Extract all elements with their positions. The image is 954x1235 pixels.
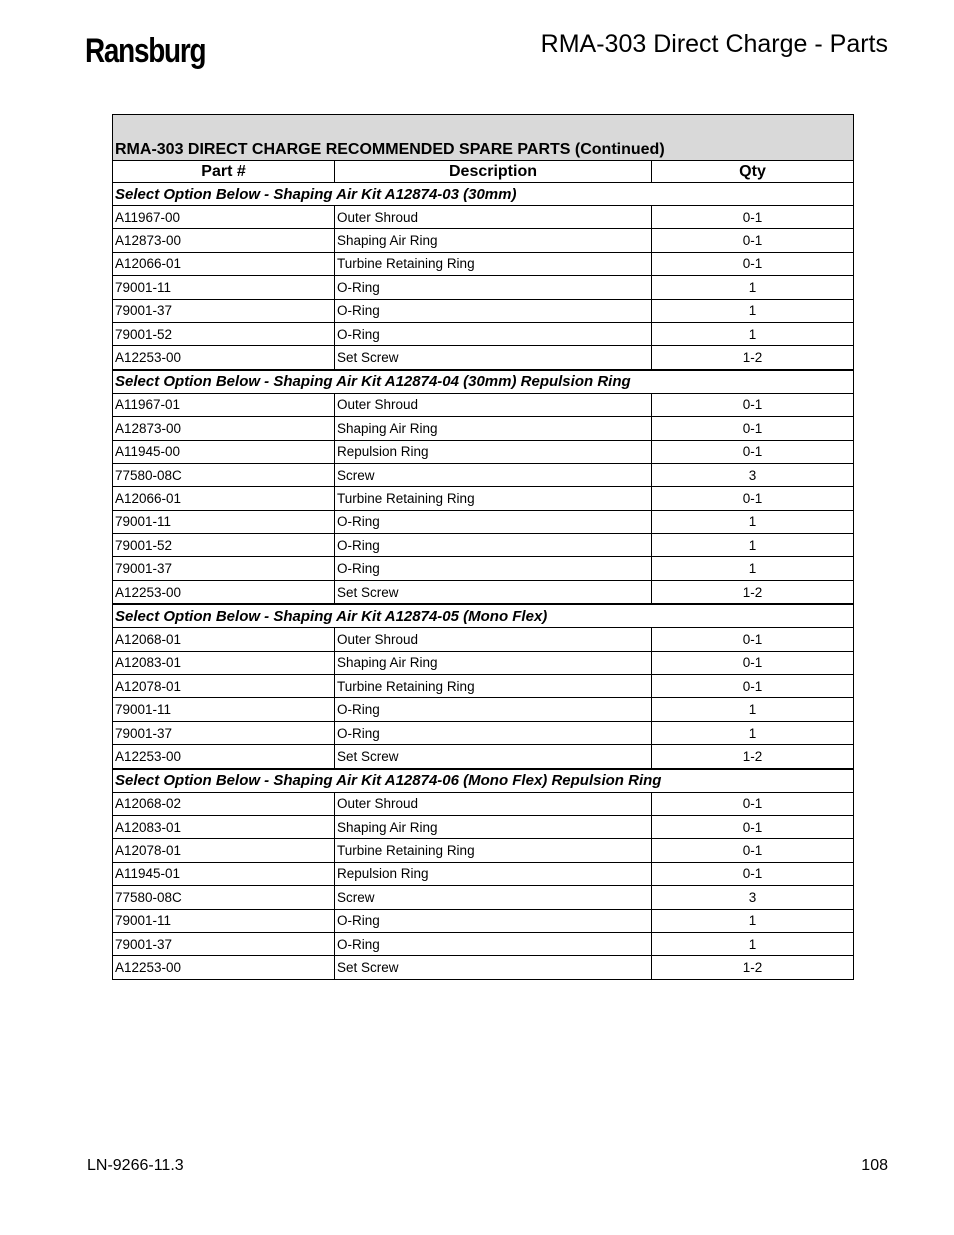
table-row [113, 698, 854, 721]
table-row [113, 580, 854, 604]
part-number-cell: A12083-01 [113, 815, 335, 838]
section-header-row [113, 183, 854, 206]
table-row [113, 299, 854, 322]
description-cell: O-Ring [335, 534, 652, 557]
section-header-row [113, 370, 854, 394]
description-cell: O-Ring [335, 276, 652, 299]
table-row [113, 393, 854, 416]
table-row [113, 463, 854, 486]
description-cell: O-Ring [335, 721, 652, 744]
part-number-cell: A12066-01 [113, 487, 335, 510]
description-cell: Repulsion Ring [335, 440, 652, 463]
description-cell: Shaping Air Ring [335, 651, 652, 674]
part-number-cell: A12068-02 [113, 792, 335, 815]
qty-cell: 1 [652, 721, 854, 744]
table-row [113, 932, 854, 955]
description-cell: O-Ring [335, 698, 652, 721]
part-number-cell: A12873-00 [113, 229, 335, 252]
qty-cell: 1-2 [652, 580, 854, 604]
table-row [113, 276, 854, 299]
qty-cell: 1 [652, 276, 854, 299]
qty-cell: 1 [652, 698, 854, 721]
qty-cell: 0-1 [652, 487, 854, 510]
part-number-cell: 79001-37 [113, 299, 335, 322]
column-header-description: Description [335, 161, 652, 183]
description-cell: O-Ring [335, 299, 652, 322]
table-row [113, 815, 854, 838]
section-title: Select Option Below - Shaping Air Kit A12874-04 (30mm) Repulsion Ring [113, 370, 854, 394]
part-number-cell: 79001-37 [113, 932, 335, 955]
description-cell: O-Ring [335, 557, 652, 580]
table-row [113, 510, 854, 533]
qty-cell: 0-1 [652, 206, 854, 229]
qty-cell: 1 [652, 909, 854, 932]
qty-cell: 1-2 [652, 346, 854, 370]
qty-cell: 1-2 [652, 745, 854, 769]
part-number-cell: A12066-01 [113, 252, 335, 275]
part-number-cell: 77580-08C [113, 886, 335, 909]
table-row [113, 534, 854, 557]
table-row [113, 487, 854, 510]
part-number-cell: A11945-00 [113, 440, 335, 463]
description-cell: Shaping Air Ring [335, 229, 652, 252]
spare-parts-table [112, 114, 854, 980]
qty-cell: 1 [652, 534, 854, 557]
column-header-row [113, 161, 854, 183]
description-cell: Screw [335, 463, 652, 486]
part-number-cell: A12078-01 [113, 839, 335, 862]
table-row [113, 322, 854, 345]
table-row [113, 956, 854, 979]
description-cell: Turbine Retaining Ring [335, 487, 652, 510]
column-header-qty: Qty [652, 161, 854, 183]
description-cell: Outer Shroud [335, 393, 652, 416]
page-number: 108 [861, 1157, 888, 1174]
qty-cell: 1 [652, 932, 854, 955]
qty-cell: 0-1 [652, 815, 854, 838]
description-cell: Turbine Retaining Ring [335, 675, 652, 698]
description-cell: Outer Shroud [335, 628, 652, 651]
description-cell: Set Screw [335, 346, 652, 370]
section-title: Select Option Below - Shaping Air Kit A12874-03 (30mm) [113, 183, 854, 206]
part-number-cell: A12083-01 [113, 651, 335, 674]
qty-cell: 0-1 [652, 628, 854, 651]
description-cell: Shaping Air Ring [335, 417, 652, 440]
part-number-cell: 79001-11 [113, 698, 335, 721]
part-number-cell: 79001-37 [113, 721, 335, 744]
description-cell: O-Ring [335, 510, 652, 533]
table-row [113, 721, 854, 744]
table-row [113, 909, 854, 932]
qty-cell: 0-1 [652, 229, 854, 252]
part-number-cell: 79001-52 [113, 322, 335, 345]
part-number-cell: A12253-00 [113, 346, 335, 370]
qty-cell: 3 [652, 886, 854, 909]
section-title: Select Option Below - Shaping Air Kit A12874-05 (Mono Flex) [113, 604, 854, 628]
description-cell: Turbine Retaining Ring [335, 252, 652, 275]
description-cell: Set Screw [335, 745, 652, 769]
qty-cell: 0-1 [652, 440, 854, 463]
page-title: RMA-303 Direct Charge - Parts [540, 30, 888, 58]
qty-cell: 0-1 [652, 792, 854, 815]
qty-cell: 0-1 [652, 675, 854, 698]
part-number-cell: A12253-00 [113, 956, 335, 979]
part-number-cell: 79001-11 [113, 909, 335, 932]
qty-cell: 1 [652, 510, 854, 533]
table-row [113, 206, 854, 229]
part-number-cell: 77580-08C [113, 463, 335, 486]
table-row [113, 440, 854, 463]
description-cell: Repulsion Ring [335, 862, 652, 885]
description-cell: O-Ring [335, 909, 652, 932]
part-number-cell: A12873-00 [113, 417, 335, 440]
qty-cell: 0-1 [652, 839, 854, 862]
column-header-part: Part # [113, 161, 335, 183]
part-number-cell: 79001-11 [113, 510, 335, 533]
part-number-cell: A11945-01 [113, 862, 335, 885]
description-cell: O-Ring [335, 322, 652, 345]
part-number-cell: 79001-52 [113, 534, 335, 557]
table-row [113, 252, 854, 275]
table-banner-row [113, 115, 854, 161]
part-number-cell: 79001-37 [113, 557, 335, 580]
description-cell: Screw [335, 886, 652, 909]
part-number-cell: A11967-01 [113, 393, 335, 416]
description-cell: Outer Shroud [335, 206, 652, 229]
description-cell: Set Screw [335, 580, 652, 604]
description-cell: Outer Shroud [335, 792, 652, 815]
table-row [113, 839, 854, 862]
part-number-cell: A11967-00 [113, 206, 335, 229]
part-number-cell: 79001-11 [113, 276, 335, 299]
table-row [113, 417, 854, 440]
table-row [113, 792, 854, 815]
description-cell: Shaping Air Ring [335, 815, 652, 838]
part-number-cell: A12068-01 [113, 628, 335, 651]
description-cell: Set Screw [335, 956, 652, 979]
table-row [113, 346, 854, 370]
qty-cell: 0-1 [652, 417, 854, 440]
table-row [113, 229, 854, 252]
part-number-cell: A12078-01 [113, 675, 335, 698]
qty-cell: 0-1 [652, 393, 854, 416]
table-row [113, 862, 854, 885]
description-cell: Turbine Retaining Ring [335, 839, 652, 862]
ransburg-logo: Ransburg [85, 32, 206, 70]
description-cell: O-Ring [335, 932, 652, 955]
table-row [113, 886, 854, 909]
table-row [113, 557, 854, 580]
doc-number: LN-9266-11.3 [87, 1157, 184, 1174]
qty-cell: 3 [652, 463, 854, 486]
qty-cell: 1-2 [652, 956, 854, 979]
qty-cell: 0-1 [652, 862, 854, 885]
table-banner: RMA-303 DIRECT CHARGE RECOMMENDED SPARE PARTS (Continued) [113, 115, 854, 161]
qty-cell: 1 [652, 299, 854, 322]
qty-cell: 1 [652, 322, 854, 345]
table-row [113, 675, 854, 698]
section-title: Select Option Below - Shaping Air Kit A12874-06 (Mono Flex) Repulsion Ring [113, 769, 854, 793]
section-header-row [113, 769, 854, 793]
part-number-cell: A12253-00 [113, 580, 335, 604]
part-number-cell: A12253-00 [113, 745, 335, 769]
qty-cell: 0-1 [652, 252, 854, 275]
qty-cell: 1 [652, 557, 854, 580]
section-header-row [113, 604, 854, 628]
table-row [113, 745, 854, 769]
spare-parts-table-container [112, 114, 853, 980]
table-row [113, 628, 854, 651]
qty-cell: 0-1 [652, 651, 854, 674]
table-row [113, 651, 854, 674]
